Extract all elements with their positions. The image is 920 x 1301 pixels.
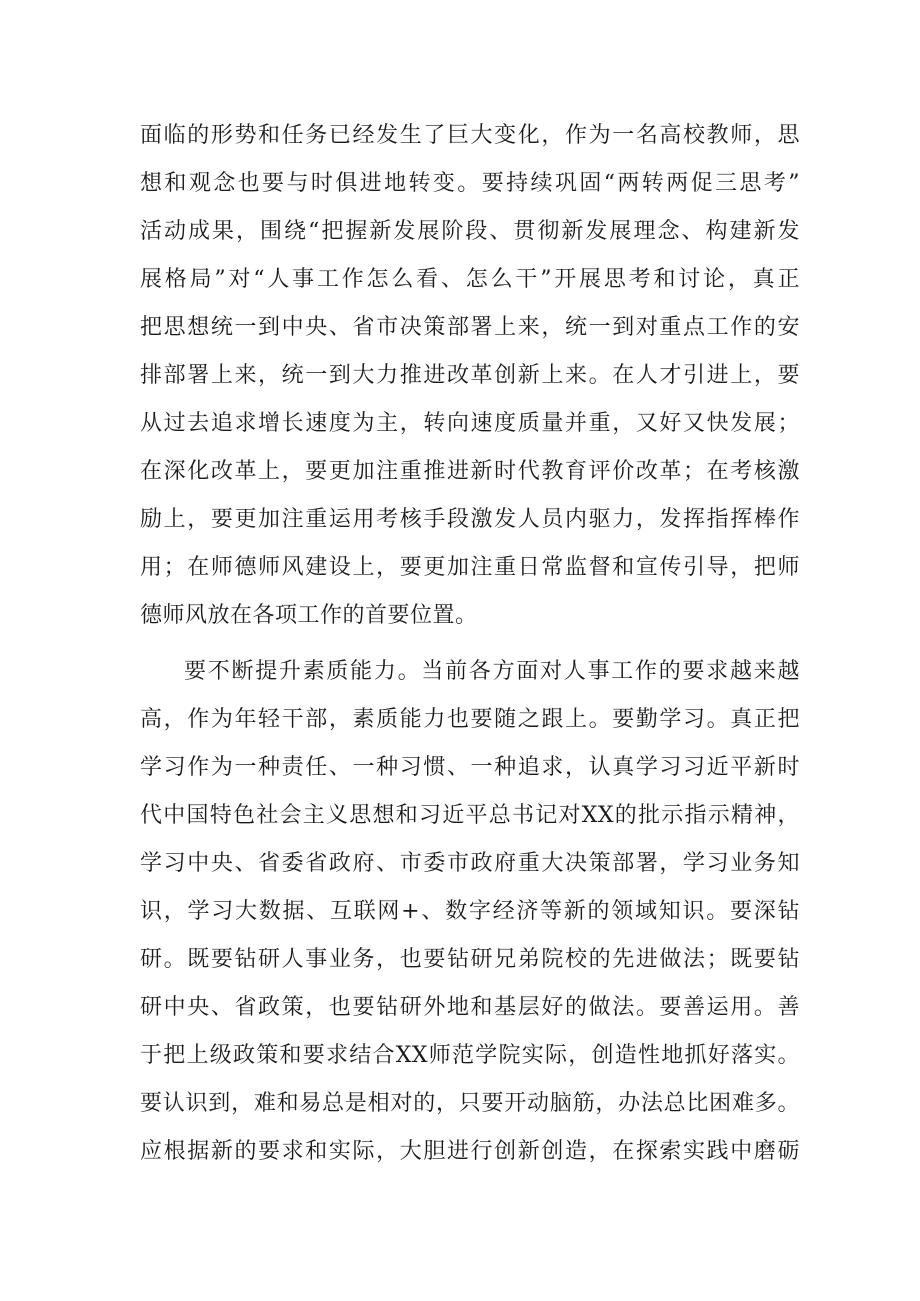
text-line: 想和观念也要与时俱进地转变。要持续巩固“两转两促三思考” <box>140 171 800 196</box>
paragraph-1 <box>140 112 800 640</box>
text-line: 学习中央、省委省政府、市委市政府重大决策部署，学习业务知 <box>140 851 800 876</box>
paragraph-gap <box>140 640 800 648</box>
text-line: 德师风放在各项工作的首要位置。 <box>140 603 478 628</box>
text-line: 励上，要更加注重运用考核手段激发人员内驱力，发挥指挥棒作 <box>140 507 800 532</box>
text-line: 研中央、省政策，也要钻研外地和基层好的做法。要善运用。善 <box>140 995 800 1020</box>
text-line: 展格局”对“人事工作怎么看、怎么干”开展思考和讨论，真正 <box>140 267 800 292</box>
text-line: 识，学习大数据、互联网+、数字经济等新的领域知识。要深钻 <box>140 899 800 924</box>
text-line: 活动成果，围绕“把握新发展阶段、贯彻新发展理念、构建新发 <box>140 219 800 244</box>
text-line: 高，作为年轻干部，素质能力也要随之跟上。要勤学习。真正把 <box>140 707 800 732</box>
text-line: 应根据新的要求和实际，大胆进行创新创造，在探索实践中磨砺 <box>140 1139 800 1164</box>
text-line: 用；在师德师风建设上，要更加注重日常监督和宣传引导，把师 <box>140 555 800 580</box>
text-line: 面临的形势和任务已经发生了巨大变化，作为一名高校教师，思 <box>140 123 800 148</box>
text-line: 把思想统一到中央、省市决策部署上来，统一到对重点工作的安 <box>140 315 800 340</box>
text-line: 要不断提升素质能力。当前各方面对人事工作的要求越来越 <box>184 659 800 684</box>
paragraph-2 <box>140 648 800 1176</box>
text-line: 在深化改革上，要更加注重推进新时代教育评价改革；在考核激 <box>140 459 800 484</box>
text-line: 学习作为一种责任、一种习惯、一种追求，认真学习习近平新时 <box>140 755 800 780</box>
text-line: 于把上级政策和要求结合XX师范学院实际，创造性地抓好落实。 <box>140 1043 800 1068</box>
text-line: 从过去追求增长速度为主，转向速度质量并重，又好又快发展； <box>140 411 800 436</box>
text-line: 要认识到，难和易总是相对的，只要开动脑筋，办法总比困难多。 <box>140 1091 800 1116</box>
text-line: 排部署上来，统一到大力推进改革创新上来。在人才引进上，要 <box>140 363 800 388</box>
text-line: 研。既要钻研人事业务，也要钻研兄弟院校的先进做法；既要钻 <box>140 947 800 972</box>
text-line: 代中国特色社会主义思想和习近平总书记对XX的批示指示精神， <box>140 803 800 828</box>
document-body <box>140 112 800 1176</box>
